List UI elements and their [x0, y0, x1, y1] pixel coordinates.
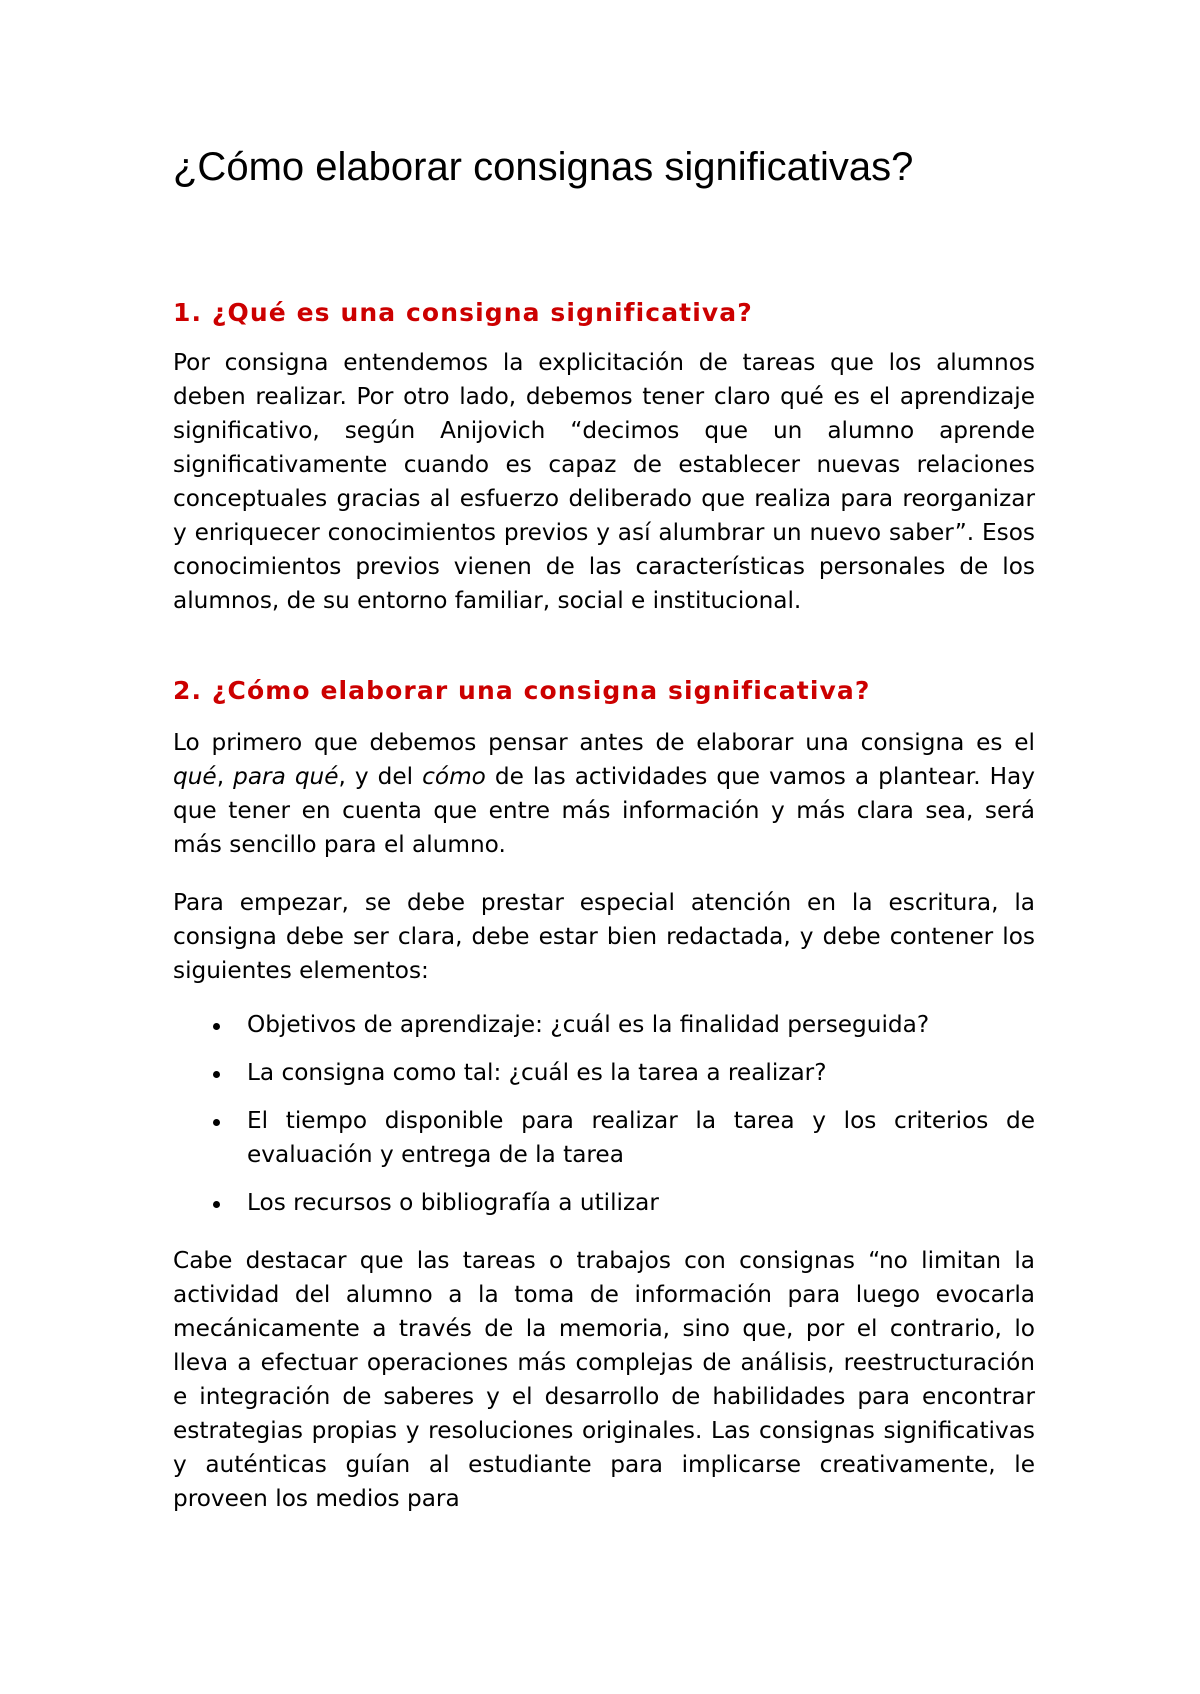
intro-text-part-2: ,: [216, 763, 234, 790]
section-2-elements-paragraph: Para empezar, se debe prestar especial atención en la escritura, la consigna debe ser clara, debe estar bien redactada, y debe contener los siguientes elementos:: [173, 889, 1035, 984]
section-2-intro-paragraph: [173, 726, 1035, 862]
intro-text-part-3: , y del: [338, 763, 423, 790]
section-2-closing-paragraph: Cabe destacar que las tareas o trabajos con consignas “no limitan la actividad del alumno a la toma de información para luego evocarla mecánicamente a través de la memoria, sino que, por el contrario, lo lleva a efectuar operaciones más complejas de análisis, reestructuración e integración de saberes y el desarrollo de habilidades para encontrar estrategias propias y resoluciones originales. Las consignas significativas y auténticas guían al estudiante para implicarse creativamente, le proveen los medios para: [173, 1247, 1035, 1512]
section-2-heading: 2. ¿Cómo elaborar una consigna significativa?: [173, 676, 871, 705]
list-item: [173, 1008, 1035, 1042]
list-item-text: La consigna como tal: ¿cuál es la tarea a realizar?: [247, 1059, 827, 1086]
list-item-text: El tiempo disponible para realizar la tarea y los criterios de evaluación y entrega de la tarea: [247, 1107, 1035, 1168]
section-1-paragraph: Por consigna entendemos la explicitación de tareas que los alumnos deben realizar. Por otro lado, debemos tener claro qué es el aprendizaje significativo, según Anijovich “decimos que un alumno aprende significativamente cuando es capaz de establecer nuevas relaciones conceptuales gracias al esfuerzo deliberado que realiza para reorganizar y enriquecer conocimientos previos y así alumbrar un nuevo saber”. Esos conocimientos previos vienen de las características personales de los alumnos, de su entorno familiar, social e institucional.: [173, 349, 1035, 614]
bullet-dot-icon: [213, 1023, 220, 1030]
bullet-dot-icon: [213, 1071, 220, 1078]
list-item: [173, 1056, 1035, 1090]
intro-text-part-1: Lo primero que debemos pensar antes de elaborar una consigna es el: [173, 729, 1035, 756]
bullet-dot-icon: [213, 1201, 220, 1208]
document-title: ¿Cómo elaborar consignas significativas?: [173, 145, 914, 189]
list-item: [173, 1104, 1035, 1172]
bullet-dot-icon: [213, 1119, 220, 1126]
list-item-text: Los recursos o bibliografía a utilizar: [247, 1189, 659, 1216]
section-1-heading: 1. ¿Qué es una consigna significativa?: [173, 298, 753, 327]
intro-emphasis-como: cómo: [422, 763, 486, 790]
intro-emphasis-que: qué: [173, 763, 217, 790]
intro-emphasis-para-que: para qué: [233, 763, 339, 790]
list-item: [173, 1186, 1035, 1220]
elements-bullet-list: [173, 1008, 1035, 1234]
list-item-text: Objetivos de aprendizaje: ¿cuál es la finalidad perseguida?: [247, 1011, 930, 1038]
intro-text-part-4: de las actividades que vamos a plantear. Hay que tener en cuenta que entre más información y más clara sea, será más sencillo para el alumno.: [173, 763, 1035, 858]
